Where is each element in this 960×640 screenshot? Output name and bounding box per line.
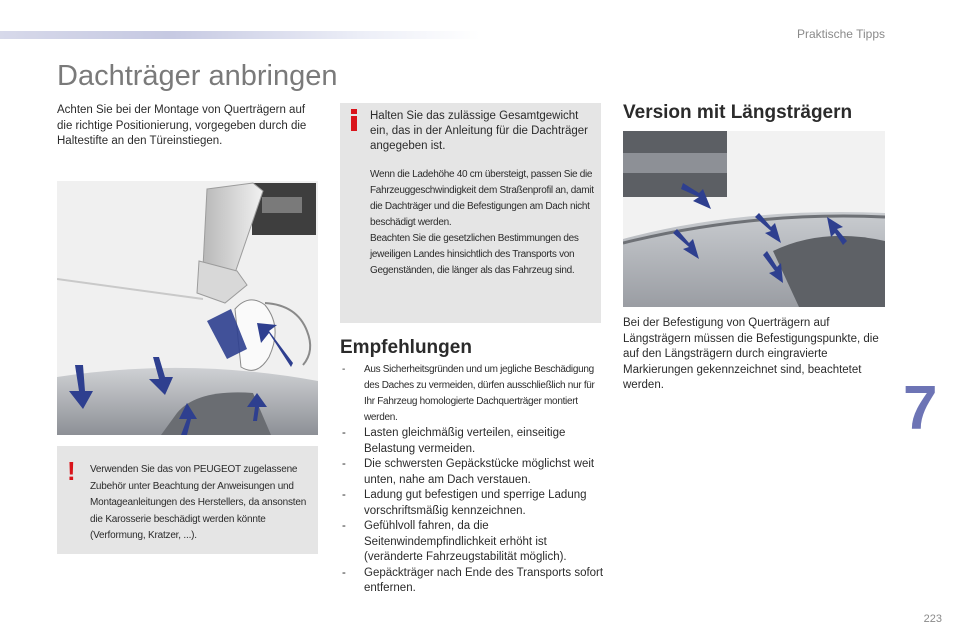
list-item: - Gepäckträger nach Ende des Transports sofort entfernen. — [342, 566, 604, 594]
recommendations-list — [340, 362, 605, 597]
info-sub-height-note: Wenn die Ladehöhe 40 cm übersteigt, passen Sie die Fahrzeuggeschwindigkeit dem Straßenprofil an, damit die Dachträger und die Befestigungen am Dach nicht beschädigt werden. — [370, 169, 594, 228]
list-item: - Gefühlvoll fahren, da die Seitenwindempfindlichkeit erhöht ist (veränderte Fahrzeugstabilität möglich). — [342, 520, 567, 563]
intro-paragraph: Achten Sie bei der Montage von Querträgern auf die richtige Positionierung, vorgegeben durch die Haltestifte an den Türeinstiegen. — [57, 104, 307, 147]
exclamation-icon: ! — [67, 456, 76, 486]
info-sub-legal-note: Beachten Sie die gesetzlichen Bestimmungen des jeweiligen Landes hinsichtlich des Transports von Gegenständen, die länger als das Fahrzeug sind. — [370, 233, 579, 276]
longitudinal-rails-photo — [623, 131, 885, 307]
version-paragraph: Bei der Befestigung von Querträgern auf Längsträgern müssen die Befestigungspunkte, die auf den Längsträgern durch eingravierte Markierungen gekennzeichnet sind, beachtetet werden. — [623, 317, 879, 391]
chapter-number: 7 — [903, 374, 938, 443]
version-heading: Version mit Längsträgern — [623, 102, 853, 123]
roof-bar-mounting-photo — [57, 181, 318, 435]
recommendations-heading: Empfehlungen — [340, 337, 472, 358]
info-sub-text — [370, 167, 598, 279]
info-box — [340, 103, 601, 323]
info-icon — [348, 109, 360, 131]
list-item: - Aus Sicherheitsgründen und um jegliche Beschädigung des Daches zu vermeiden, dürfen ausschließlich nur für Ihr Fahrzeug homologierte Dachquerträger montiert werden. — [342, 364, 595, 423]
page-number: 223 — [923, 613, 942, 625]
warning-box — [57, 446, 318, 554]
info-main-text: Halten Sie das zulässige Gesamtgewicht ein, das in der Anleitung für die Dachträger angegeben ist. — [370, 110, 588, 152]
list-item: - Lasten gleichmäßig verteilen, einseitige Belastung vermeiden. — [342, 427, 566, 455]
list-item: - Die schwersten Gepäckstücke möglichst weit unten, nahe am Dach verstauen. — [342, 458, 595, 486]
section-label: Praktische Tipps — [796, 27, 885, 41]
page-title: Dachträger anbringen — [57, 60, 338, 92]
list-item: - Ladung gut befestigen und sperrige Ladung vorschriftsmäßig kennzeichnen. — [342, 489, 587, 517]
header-accent-bar — [0, 31, 480, 39]
warning-text: Verwenden Sie das von PEUGEOT zugelassene Zubehör unter Beachtung der Anweisungen und Montageanleitungen des Herstellers, da ansonsten die Karosserie beschädigt werden könnte (Verformung, Kratzer, ...). — [90, 464, 307, 541]
